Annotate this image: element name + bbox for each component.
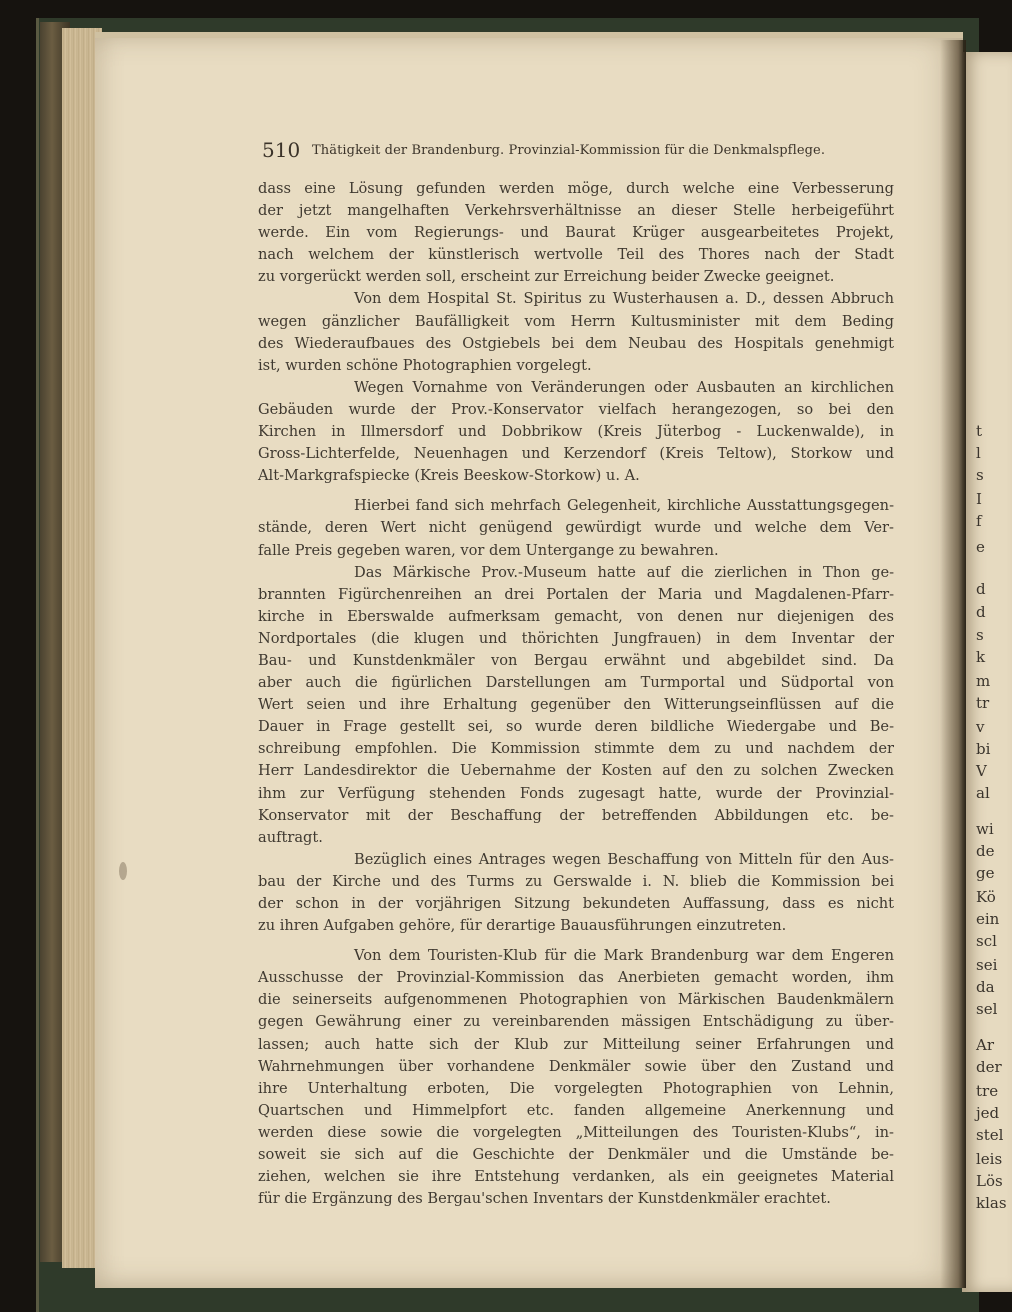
text-line bbox=[258, 967, 894, 989]
paragraph bbox=[258, 945, 894, 1210]
paragraph bbox=[258, 562, 894, 849]
text-line bbox=[258, 628, 894, 650]
text-line bbox=[258, 421, 894, 443]
text-line-content: Von dem Hospital St. Spiritus zu Wusterhausen a. D., dessen Abbruch bbox=[354, 290, 894, 308]
text-line-content: die seinerseits aufgenommenen Photographien von Märkischen Baudenkmälern bbox=[258, 991, 895, 1009]
text-line bbox=[258, 1166, 894, 1188]
text-line bbox=[258, 738, 894, 760]
text-line bbox=[258, 1034, 894, 1056]
text-line bbox=[258, 377, 894, 399]
right-page-text-fragment: stel bbox=[976, 1126, 1004, 1144]
text-line-content: Ausschusse der Provinzial-Kommission das Anerbieten gemacht worden, ihm bbox=[258, 969, 895, 987]
text-line bbox=[258, 871, 894, 893]
text-line bbox=[258, 562, 894, 584]
text-line-content: brannten Figürchenreihen an drei Portalen der Maria und Magdalenen-Pfarr- bbox=[258, 585, 895, 603]
text-line-content: gegen Gewährung einer zu vereinbarenden mässigen Entschädigung zu über- bbox=[258, 1013, 894, 1031]
text-line bbox=[258, 311, 894, 333]
right-page-text-fragment: scl bbox=[976, 932, 997, 950]
text-line-content: ist, wurden schöne Photographien vorgelegt. bbox=[258, 356, 592, 374]
right-page-text-fragment: ein bbox=[976, 910, 1000, 928]
page-top-edge bbox=[95, 32, 963, 38]
right-page-text-fragment: l bbox=[976, 444, 981, 462]
text-line-content: nach welchem der künstlerisch wertvolle Teil des Thores nach der Stadt bbox=[258, 246, 894, 264]
text-line bbox=[258, 540, 894, 562]
text-line-content: kirche in Eberswalde aufmerksam gemacht, von denen nur diejenigen des bbox=[258, 607, 894, 625]
text-line-content: stände, deren Wert nicht genügend gewürdigt wurde und welche dem Ver- bbox=[258, 519, 894, 537]
text-line-content: Bau- und Kunstdenkmäler von Bergau erwähnt und abgebildet sind. Da bbox=[258, 651, 895, 669]
text-line bbox=[258, 989, 894, 1011]
text-line bbox=[258, 222, 894, 244]
right-page-text-fragment: wi bbox=[976, 820, 994, 838]
text-line-content: Kirchen in Illmersdorf und Dobbrikow (Kreis Jüterbog - Luckenwalde), in bbox=[258, 423, 894, 441]
text-line-content: Alt-Markgrafspiecke (Kreis Beeskow-Storkow) u. A. bbox=[258, 467, 640, 485]
right-page-text-fragment: bi bbox=[976, 740, 991, 758]
right-page bbox=[962, 52, 1012, 1292]
text-line-content: Konservator mit der Beschaffung der betreffenden Abbildungen etc. be- bbox=[258, 806, 894, 824]
text-line-content: aber auch die figürlichen Darstellungen am Turmportal und Südportal von bbox=[258, 674, 894, 692]
right-page-text-fragment: Ar bbox=[976, 1036, 995, 1054]
text-line-content: bau der Kirche und des Turms zu Gerswalde i. N. blieb die Kommission bei bbox=[258, 872, 894, 890]
text-line-content: schreibung empfohlen. Die Kommission stimmte dem zu und nachdem der bbox=[258, 740, 894, 758]
text-line-content: Bezüglich eines Antrages wegen Beschaffung von Mitteln für den Aus- bbox=[354, 850, 894, 868]
text-line-content: ihm zur Verfügung stehenden Fonds zugesagt hatte, wurde der Provinzial- bbox=[258, 784, 895, 802]
text-line bbox=[258, 399, 894, 421]
text-line bbox=[258, 945, 894, 967]
right-page-text-fragment: sei bbox=[976, 956, 998, 974]
right-page-text-fragment: m bbox=[976, 672, 991, 690]
text-line-content: der jetzt mangelhaften Verkehrsverhältnisse an dieser Stelle herbeigeführt bbox=[258, 202, 894, 220]
book-gutter bbox=[940, 40, 966, 1288]
text-line bbox=[258, 495, 894, 517]
right-page-text-fragment: f bbox=[976, 512, 982, 530]
text-line-content: Nordportales (die klugen und thörichten Jungfrauen) in dem Inventar der bbox=[258, 629, 894, 647]
right-page-text-fragment: k bbox=[976, 648, 986, 666]
paragraph-gap bbox=[258, 487, 894, 495]
text-line-content: Dauer in Frage gestellt sei, so wurde deren bildliche Wiedergabe und Be- bbox=[258, 718, 894, 736]
text-line bbox=[258, 783, 894, 805]
text-line-content: auftragt. bbox=[258, 828, 323, 846]
right-page-text-fragment: t bbox=[976, 422, 983, 440]
right-page-text-fragment: sel bbox=[976, 1000, 998, 1018]
paragraph bbox=[258, 495, 894, 561]
right-page-text-fragment: klas bbox=[976, 1194, 1007, 1212]
text-line bbox=[258, 443, 894, 465]
text-line-content: zu ihren Aufgaben gehöre, für derartige Bauausführungen einzutreten. bbox=[258, 917, 787, 935]
paragraph bbox=[258, 178, 894, 288]
right-page-text-fragment: I bbox=[976, 490, 982, 508]
text-line bbox=[258, 1100, 894, 1122]
text-line bbox=[258, 805, 894, 827]
text-line-content: falle Preis gegeben waren, vor dem Untergange zu bewahren. bbox=[258, 541, 719, 559]
text-line-content: lassen; auch hatte sich der Klub zur Mitteilung seiner Erfahrungen und bbox=[258, 1035, 894, 1053]
right-page-text-fragment: s bbox=[976, 626, 984, 644]
text-line bbox=[258, 893, 894, 915]
right-page-text-fragment: e bbox=[976, 538, 985, 556]
text-line bbox=[258, 915, 894, 937]
text-line bbox=[258, 650, 894, 672]
paragraph bbox=[258, 377, 894, 487]
right-page-text-fragment: da bbox=[976, 978, 995, 996]
text-line bbox=[258, 266, 894, 288]
text-line bbox=[258, 1011, 894, 1033]
right-page-text-fragment: ge bbox=[976, 864, 995, 882]
paragraph bbox=[258, 849, 894, 937]
text-line-content: Herr Landesdirektor die Uebernahme der Kosten auf den zu solchen Zwecken bbox=[258, 762, 895, 780]
right-page-text-fragment: v bbox=[976, 718, 985, 736]
right-page-text-fragment: Kö bbox=[976, 888, 996, 906]
text-line-content: Quartschen und Himmelpfort etc. fanden allgemeine Anerkennung und bbox=[258, 1101, 895, 1119]
right-page-text-fragment: jed bbox=[976, 1104, 1000, 1122]
text-line-content: soweit sie sich auf die Geschichte der Denkmäler und die Umstände be- bbox=[258, 1146, 894, 1164]
text-line bbox=[258, 716, 894, 738]
text-line bbox=[258, 355, 894, 377]
text-line-content: dass eine Lösung gefunden werden möge, durch welche eine Verbesserung bbox=[258, 180, 894, 197]
right-page-text-fragment: Lös bbox=[976, 1172, 1003, 1190]
text-line-content: werden diese sowie die vorgelegten „Mitteilungen des Touristen-Klubs“, in- bbox=[258, 1123, 894, 1141]
text-line bbox=[258, 1144, 894, 1166]
right-page-text-fragment: s bbox=[976, 466, 984, 484]
text-line bbox=[258, 1056, 894, 1078]
text-line-content: Gross-Lichterfelde, Neuenhagen und Kerzendorf (Kreis Teltow), Storkow und bbox=[258, 445, 894, 463]
body-text bbox=[258, 178, 894, 1210]
text-line-content: ihre Unterhaltung erboten, Die vorgelegten Photographien von Lehnin, bbox=[258, 1079, 894, 1097]
text-line bbox=[258, 1122, 894, 1144]
text-line bbox=[258, 849, 894, 871]
page-header bbox=[262, 138, 862, 166]
text-line bbox=[258, 694, 894, 716]
text-line-content: Von dem Touristen-Klub für die Mark Brandenburg war dem Engeren bbox=[354, 947, 895, 965]
right-page-text-fragment: tr bbox=[976, 694, 990, 712]
text-line bbox=[258, 672, 894, 694]
text-line bbox=[258, 517, 894, 539]
text-line-content: Hierbei fand sich mehrfach Gelegenheit, kirchliche Ausstattungsgegen- bbox=[354, 497, 895, 515]
text-line bbox=[258, 465, 894, 487]
text-line bbox=[258, 333, 894, 355]
text-line bbox=[258, 827, 894, 849]
text-line-content: Wahrnehmungen über vorhandene Denkmäler sowie über den Zustand und bbox=[258, 1057, 894, 1075]
text-line-content: werde. Ein vom Regierungs- und Baurat Krüger ausgearbeitetes Projekt, bbox=[258, 224, 894, 242]
text-line-content: Wegen Vornahme von Veränderungen oder Ausbauten an kirchlichen bbox=[354, 378, 895, 396]
text-line-content: ziehen, welchen sie ihre Entstehung verdanken, als ein geeignetes Material bbox=[258, 1168, 895, 1186]
text-line-content: zu vorgerückt werden soll, erscheint zur Erreichung beider Zwecke geeignet. bbox=[258, 268, 835, 286]
paragraph-gap bbox=[258, 937, 894, 945]
text-line-content: für die Ergänzung des Bergau'schen Inventars der Kunstdenkmäler erachtet. bbox=[258, 1190, 831, 1208]
right-page-text-fragment: der bbox=[976, 1058, 1002, 1076]
right-page-text-fragment: d bbox=[976, 580, 986, 598]
paragraph bbox=[258, 288, 894, 376]
text-line bbox=[258, 200, 894, 222]
text-line bbox=[258, 288, 894, 310]
text-line bbox=[258, 1188, 894, 1210]
right-page-text-fragment: tre bbox=[976, 1082, 999, 1100]
text-line bbox=[258, 760, 894, 782]
text-line-content: Gebäuden wurde der Prov.-Konservator vielfach herangezogen, so bei den bbox=[258, 400, 894, 418]
text-line bbox=[258, 244, 894, 266]
right-page-text-fragment: d bbox=[976, 603, 986, 621]
text-line-content: Das Märkische Prov.-Museum hatte auf die zierlichen in Thon ge- bbox=[354, 563, 895, 581]
page-number: 510 bbox=[262, 138, 301, 162]
text-line bbox=[258, 606, 894, 628]
right-page-text-fragment: de bbox=[976, 842, 995, 860]
text-line bbox=[258, 1078, 894, 1100]
text-line bbox=[258, 178, 894, 200]
right-page-text-fragment: al bbox=[976, 784, 990, 802]
paper-stain bbox=[119, 862, 127, 880]
text-line-content: Wert seien und ihre Erhaltung gegenüber den Witterungseinflüssen auf die bbox=[258, 696, 894, 714]
text-line bbox=[258, 584, 894, 606]
text-line-content: des Wiederaufbaues des Ostgiebels bei dem Neubau des Hospitals genehmigt bbox=[258, 334, 894, 352]
text-line-content: wegen gänzlicher Baufälligkeit vom Herrn Kultusminister mit dem Beding bbox=[258, 312, 894, 330]
right-page-text-fragment: leis bbox=[976, 1150, 1003, 1168]
right-page-text-fragment: V bbox=[976, 762, 987, 780]
text-line-content: der schon in der vorjährigen Sitzung bekundeten Auffassung, dass es nicht bbox=[258, 895, 895, 912]
running-title: Thätigkeit der Brandenburg. Provinzial-Kommission für die Denkmalspflege. bbox=[312, 143, 826, 158]
